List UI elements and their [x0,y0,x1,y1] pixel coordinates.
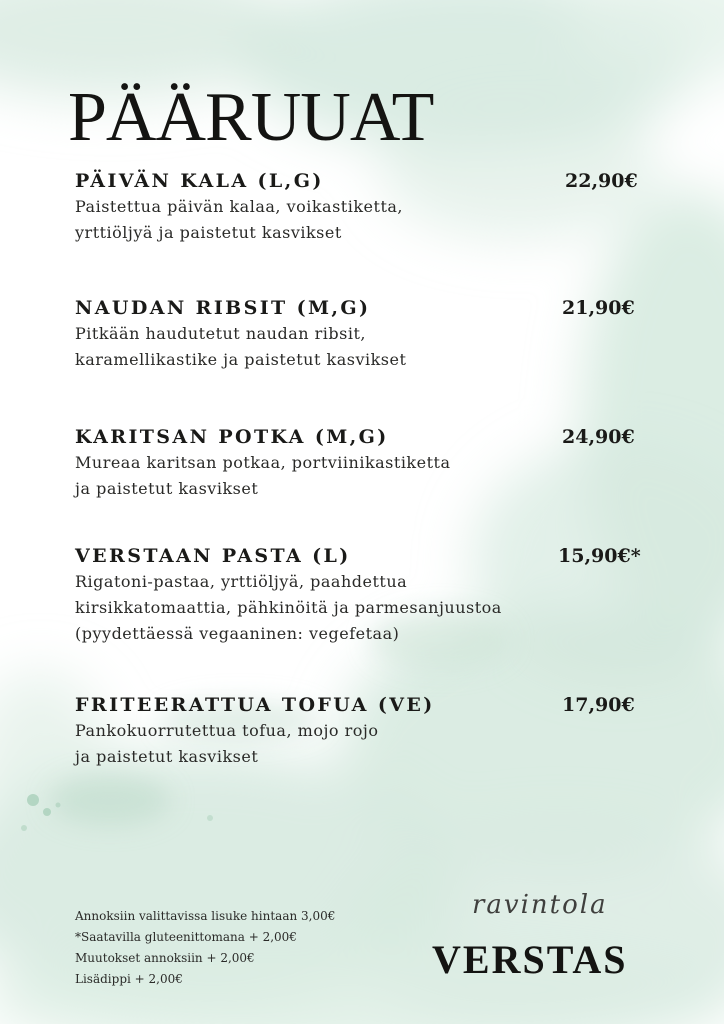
dish-description [75,450,451,502]
dish-description [75,321,406,373]
dish-name: KARITSAN POTKA (M,G) [75,426,389,448]
dish-description-line: ja paistetut kasvikset [75,747,259,766]
dish-description-line: kirsikkatomaattia, pähkinöitä ja parmesanjuustoa [75,598,502,617]
dish-description-line: Rigatoni-pastaa, yrttiöljyä, paahdettua [75,572,408,591]
menu-note: Lisädippi + 2,00€ [75,972,183,986]
dish-name: NAUDAN RIBSIT (M,G) [75,297,371,319]
menu-note: Annoksiin valittavissa lisuke hintaan 3,00€ [75,909,336,923]
dish-price: 21,90€ [562,297,635,319]
dish-name: PÄIVÄN KALA (L,G) [75,170,324,192]
dish-description-line: yrttiöljyä ja paistetut kasvikset [75,223,342,242]
dish-description-line: ja paistetut kasvikset [75,479,259,498]
dish-description-line: karamellikastike ja paistetut kasvikset [75,350,407,369]
dish-description [75,718,379,770]
logo-script-text: ravintola [472,890,608,920]
dish-name: FRITEERATTUA TOFUA (VE) [75,694,435,716]
dish-description [75,569,502,647]
dish-price: 15,90€* [558,545,641,567]
dish-price: 24,90€ [562,426,635,448]
dish-price: 22,90€ [565,170,638,192]
dish-description-line: Pankokuorrutettua tofua, mojo rojo [75,721,379,740]
dish-description-line: (pyydettäessä vegaaninen: vegefetaa) [75,624,400,643]
dish-name: VERSTAAN PASTA (L) [75,545,351,567]
dish-description-line: Pitkään haudutetut naudan ribsit, [75,324,366,343]
dish-description-line: Paistettua päivän kalaa, voikastiketta, [75,197,403,216]
restaurant-logo [432,888,658,988]
dish-description [75,194,403,246]
menu-notes [75,906,335,990]
menu-note: *Saatavilla gluteenittomana + 2,00€ [75,930,297,944]
menu-note: Muutokset annoksiin + 2,00€ [75,951,255,965]
logo-name: VERSTAS [432,937,628,982]
dish-description-line: Mureaa karitsan potkaa, portviinikastiketta [75,453,451,472]
page-title: PÄÄRUUAT [68,79,434,156]
dish-price: 17,90€ [562,694,635,716]
